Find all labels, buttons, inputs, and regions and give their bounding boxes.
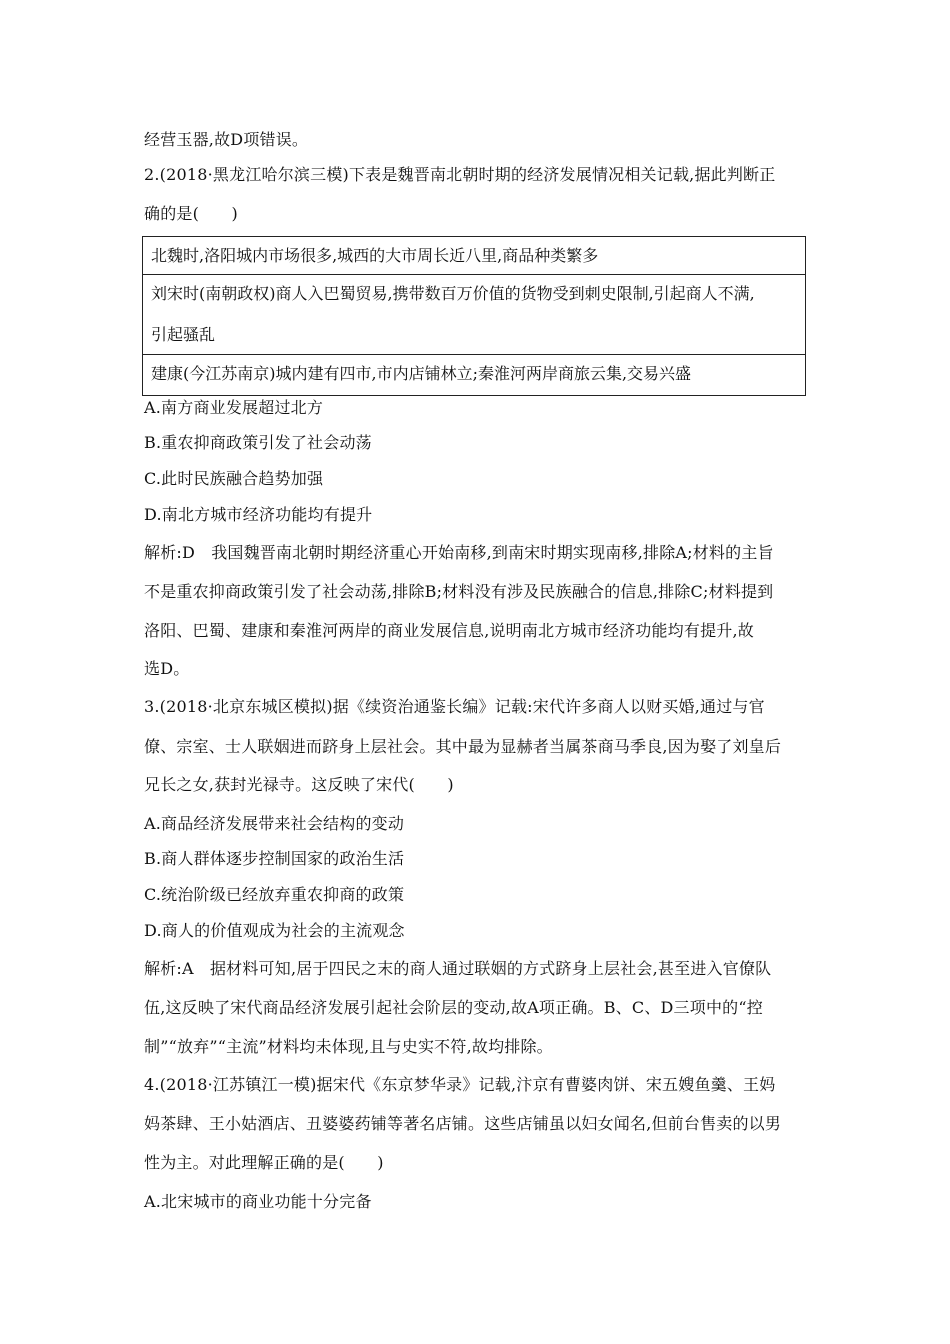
table-cell: 建康(今江苏南京)城内建有四市,市内店铺林立;秦淮河两岸商旅云集,交易兴盛 — [151, 364, 692, 383]
question-2-stem-cont: 确的是( ) — [144, 204, 238, 223]
option-a: A.北宋城市的商业功能十分完备 — [144, 1192, 372, 1211]
question-2-stem: 2.(2018·黑龙江哈尔滨三模)下表是魏晋南北朝时期的经济发展情况相关记载,据此判断正 — [144, 165, 776, 184]
option-b: B.重农抑商政策引发了社会动荡 — [144, 433, 372, 452]
table-cell-cont: 引起骚乱 — [151, 325, 216, 344]
option-b: B.商人群体逐步控制国家的政治生活 — [144, 849, 405, 868]
question-4-stem: 4.(2018·江苏镇江一模)据宋代《东京梦华录》记载,汴京有曹婆肉饼、宋五嫂鱼羹、王妈 — [144, 1075, 776, 1094]
question-4-stem: 性为主。对此理解正确的是( ) — [144, 1153, 384, 1172]
table-row — [143, 237, 805, 275]
analysis-line: 制”“放弃”“主流”材料均未体现,且与史实不符,故均排除。 — [144, 1037, 553, 1056]
table-cell: 北魏时,洛阳城内市场很多,城西的大市周长近八里,商品种类繁多 — [151, 246, 599, 265]
question-4-stem: 妈茶肆、王小姑酒店、丑婆婆药铺等著名店铺。这些店铺虽以妇女闻名,但前台售卖的以男 — [144, 1114, 782, 1133]
analysis-line: 不是重农抑商政策引发了社会动荡,排除B;材料没有涉及民族融合的信息,排除C;材料提到 — [144, 582, 774, 601]
question-3-stem: 3.(2018·北京东城区模拟)据《续资治通鉴长编》记载:宋代许多商人以财买婚,通过与官 — [144, 697, 765, 716]
analysis-line: 选D。 — [144, 659, 190, 678]
source-table — [142, 236, 806, 396]
analysis-line: 解析:D 我国魏晋南北朝时期经济重心开始南移,到南宋时期实现南移,排除A;材料的主旨 — [144, 543, 774, 562]
question-3-stem: 僚、宗室、士人联姻进而跻身上层社会。其中最为显赫者当属茶商马季良,因为娶了刘皇后 — [144, 737, 782, 756]
table-cell: 刘宋时(南朝政权)商人入巴蜀贸易,携带数百万价值的货物受到刺史限制,引起商人不满, — [151, 284, 755, 303]
analysis-line: 解析:A 据材料可知,居于四民之末的商人通过联姻的方式跻身上层社会,甚至进入官僚队 — [144, 959, 772, 978]
option-d: D.南北方城市经济功能均有提升 — [144, 505, 373, 524]
table-row — [143, 275, 805, 355]
text-line: 经营玉器,故D项错误。 — [144, 130, 309, 149]
analysis-line: 洛阳、巴蜀、建康和秦淮河两岸的商业发展信息,说明南北方城市经济功能均有提升,故 — [144, 621, 754, 640]
option-c: C.此时民族融合趋势加强 — [144, 469, 324, 488]
analysis-line: 伍,这反映了宋代商品经济发展引起社会阶层的变动,故A项正确。B、C、D三项中的“控 — [144, 998, 763, 1017]
option-c: C.统治阶级已经放弃重农抑商的政策 — [144, 885, 405, 904]
option-a: A.商品经济发展带来社会结构的变动 — [144, 814, 405, 833]
option-a: A.南方商业发展超过北方 — [144, 398, 324, 417]
table-row — [143, 355, 805, 395]
question-3-stem: 兄长之女,获封光禄寺。这反映了宋代( ) — [144, 775, 454, 794]
option-d: D.商人的价值观成为社会的主流观念 — [144, 921, 405, 940]
